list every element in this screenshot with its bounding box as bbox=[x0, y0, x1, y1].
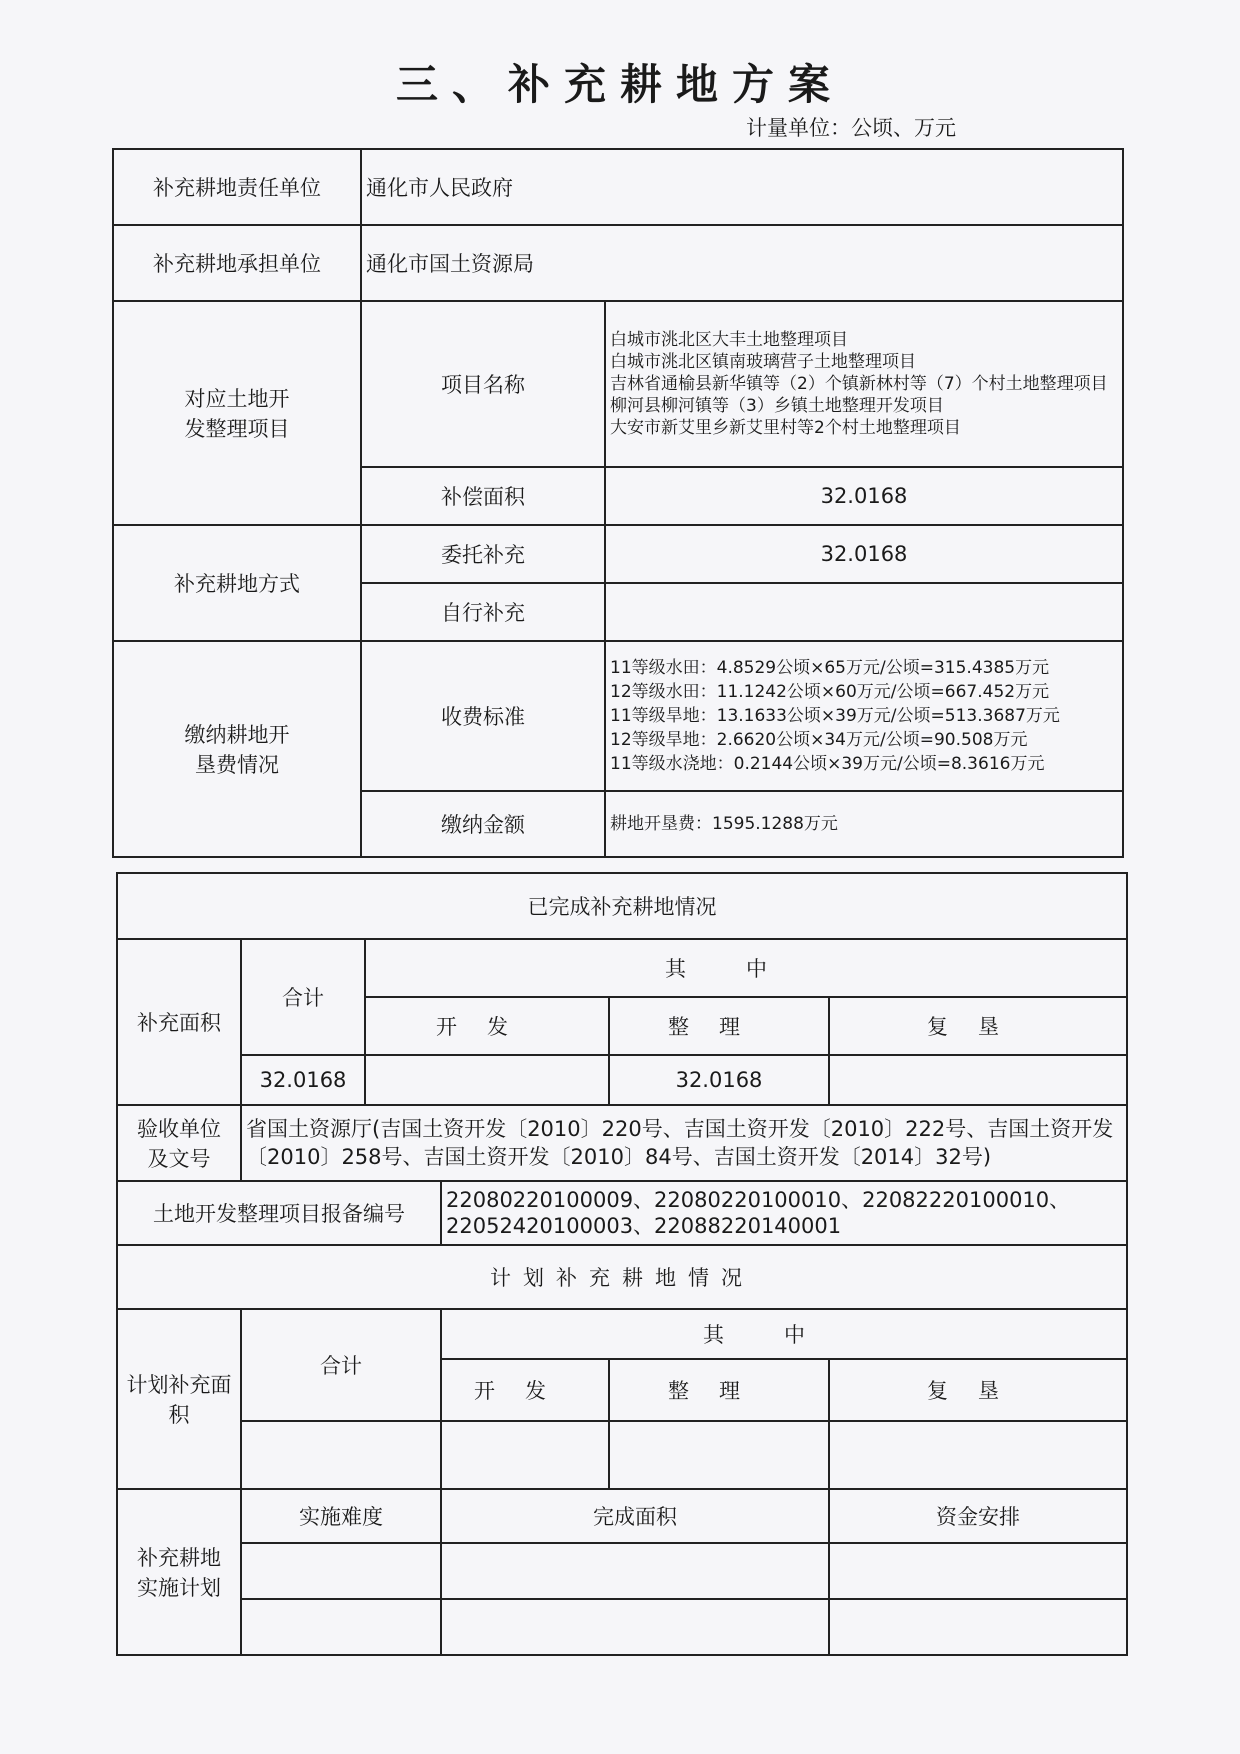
project-name-item: 吉林省通榆县新华镇等（2）个镇新林村等（7）个村土地整理项目 bbox=[610, 374, 1108, 394]
acceptance-label-text: 验收单位及文号 bbox=[137, 1117, 221, 1171]
unit-note: 计量单位：公顷、万元 bbox=[746, 116, 956, 140]
project-name-label: 项目名称 bbox=[361, 301, 605, 467]
completed-reclaim-label: 复垦 bbox=[829, 997, 1127, 1055]
difficulty-label: 实施难度 bbox=[241, 1489, 441, 1543]
project-name-item: 白城市洮北区大丰土地整理项目 bbox=[610, 330, 848, 350]
completed-dev-value bbox=[365, 1055, 609, 1105]
responsible-unit-value: 通化市人民政府 bbox=[361, 149, 1123, 225]
filing-value: 22080220100009、22080220100010、22082220100010、22052420100003、22088220140001 bbox=[441, 1181, 1127, 1245]
self-value bbox=[605, 583, 1123, 641]
completed-consol-label: 整理 bbox=[609, 997, 829, 1055]
fee-standard-item: 12等级水田：11.1242公顷×60万元/公顷=667.452万元 bbox=[610, 682, 1050, 702]
fee-label bbox=[113, 641, 361, 857]
projects-label bbox=[113, 301, 361, 525]
project-names bbox=[605, 301, 1123, 467]
funds-label: 资金安排 bbox=[829, 1489, 1127, 1543]
completed-section-title: 已完成补充耕地情况 bbox=[117, 873, 1127, 939]
impl-plan-label bbox=[117, 1489, 241, 1655]
planned-section-title: 计划补充耕地情况 bbox=[117, 1245, 1127, 1309]
self-label: 自行补充 bbox=[361, 583, 605, 641]
planned-total-label: 合计 bbox=[241, 1309, 441, 1421]
projects-label-text: 对应土地开发整理项目 bbox=[184, 387, 290, 441]
page-title: 三、补充耕地方案 bbox=[395, 60, 844, 109]
planned-area-label bbox=[117, 1309, 241, 1489]
fee-amount-value: 耕地开垦费：1595.1288万元 bbox=[605, 791, 1123, 857]
completed-dev-label: 开发 bbox=[365, 997, 609, 1055]
upper-table bbox=[112, 148, 1124, 858]
completed-total-label: 合计 bbox=[241, 939, 365, 1055]
done-area-label: 完成面积 bbox=[441, 1489, 829, 1543]
completed-total-value: 32.0168 bbox=[241, 1055, 365, 1105]
planned-consol-label: 整理 bbox=[609, 1359, 829, 1421]
fee-standard-item: 12等级旱地：2.6620公顷×34万元/公顷=90.508万元 bbox=[610, 730, 1028, 750]
entrusted-value: 32.0168 bbox=[605, 525, 1123, 583]
lower-table bbox=[116, 872, 1128, 1656]
acceptance-value: 省国土资源厅(吉国土资开发〔2010〕220号、吉国土资开发〔2010〕222号、吉国土资开发〔2010〕258号、吉国土资开发〔2010〕84号、吉国土资开发〔2014〕32号) bbox=[241, 1105, 1127, 1181]
planned-dev-label: 开发 bbox=[441, 1359, 609, 1421]
fee-label-text: 缴纳耕地开垦费情况 bbox=[184, 723, 290, 777]
planned-reclaim-label: 复垦 bbox=[829, 1359, 1127, 1421]
project-name-item: 柳河县柳河镇等（3）乡镇土地整理开发项目 bbox=[610, 396, 944, 416]
planned-consol-value bbox=[609, 1421, 829, 1489]
difficulty-value bbox=[241, 1599, 441, 1655]
acceptance-label bbox=[117, 1105, 241, 1181]
completed-reclaim-value bbox=[829, 1055, 1127, 1105]
fee-amount-label: 缴纳金额 bbox=[361, 791, 605, 857]
difficulty-value bbox=[241, 1543, 441, 1599]
planned-among-label: 其中 bbox=[441, 1309, 1127, 1359]
planned-total-value bbox=[241, 1421, 441, 1489]
filing-label: 土地开发整理项目报备编号 bbox=[117, 1181, 441, 1245]
comp-area-label: 补偿面积 bbox=[361, 467, 605, 525]
impl-plan-label-text: 补充耕地实施计划 bbox=[137, 1546, 221, 1600]
entrusted-label: 委托补充 bbox=[361, 525, 605, 583]
done-area-value bbox=[441, 1543, 829, 1599]
project-name-item: 白城市洮北区镇南玻璃营子土地整理项目 bbox=[610, 352, 916, 372]
fee-standard-label: 收费标准 bbox=[361, 641, 605, 791]
planned-area-label-text: 计划补充面积 bbox=[126, 1373, 232, 1427]
completed-among-label: 其中 bbox=[365, 939, 1127, 997]
done-area-value bbox=[441, 1599, 829, 1655]
funds-value bbox=[829, 1599, 1127, 1655]
fee-standards bbox=[605, 641, 1123, 791]
undertaking-unit-label: 补充耕地承担单位 bbox=[113, 225, 361, 301]
responsible-unit-label: 补充耕地责任单位 bbox=[113, 149, 361, 225]
funds-value bbox=[829, 1543, 1127, 1599]
completed-area-label: 补充面积 bbox=[117, 939, 241, 1105]
planned-dev-value bbox=[441, 1421, 609, 1489]
comp-area-value: 32.0168 bbox=[605, 467, 1123, 525]
fee-standard-item: 11等级水田：4.8529公顷×65万元/公顷=315.4385万元 bbox=[610, 658, 1050, 678]
completed-consol-value: 32.0168 bbox=[609, 1055, 829, 1105]
fee-standard-item: 11等级水浇地：0.2144公顷×39万元/公顷=8.3616万元 bbox=[610, 754, 1045, 774]
method-label: 补充耕地方式 bbox=[113, 525, 361, 641]
undertaking-unit-value: 通化市国土资源局 bbox=[361, 225, 1123, 301]
planned-reclaim-value bbox=[829, 1421, 1127, 1489]
project-name-item: 大安市新艾里乡新艾里村等2个村土地整理项目 bbox=[610, 418, 961, 438]
fee-standard-item: 11等级旱地：13.1633公顷×39万元/公顷=513.3687万元 bbox=[610, 706, 1060, 726]
